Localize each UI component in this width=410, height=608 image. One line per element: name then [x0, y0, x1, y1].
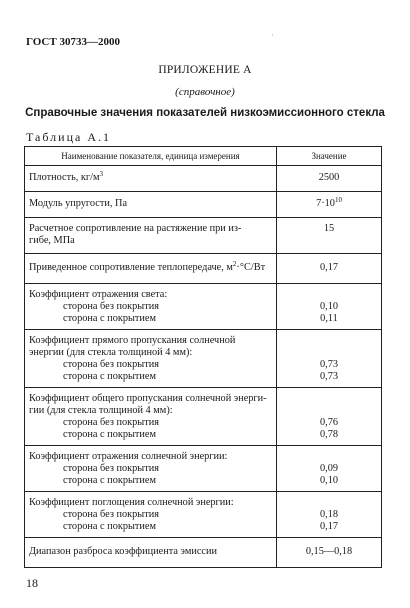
- table-row: [25, 388, 382, 446]
- table-row: [25, 330, 382, 388]
- table-row: [25, 492, 382, 538]
- row-name: Расчетное сопротивление на растяжение при из- гибе, МПа: [25, 218, 277, 254]
- standard-header: ГОСТ 30733—2000: [26, 36, 120, 48]
- annex-subtitle: (справочное): [175, 86, 235, 98]
- table-row: [25, 218, 382, 254]
- row-value: 0,17: [277, 254, 382, 284]
- reference-table: [24, 146, 382, 568]
- row-value: 0,10 0,11: [277, 284, 382, 330]
- row-value: 0,09 0,10: [277, 446, 382, 492]
- row-value: 0,76 0,78: [277, 388, 382, 446]
- row-name: Плотность, $кг/м^3$: [25, 166, 277, 192]
- table-label: Таблица А.1: [26, 130, 111, 144]
- row-value: 0,15—0,18: [277, 538, 382, 568]
- row-value: 15: [277, 218, 382, 254]
- table-row: [25, 254, 382, 284]
- row-name: Приведенное сопротивление теплопередаче, $м^2\cdot^\circ С/Вт$: [25, 254, 277, 284]
- row-name: Коэффициент отражения света: сторона без покрытия сторона с покрытием: [25, 284, 277, 330]
- table-row: [25, 166, 382, 192]
- table-header-row: [25, 147, 382, 166]
- row-name: Диапазон разброса коэффициента эмиссии: [25, 538, 277, 568]
- column-header-value: Значение: [277, 147, 382, 166]
- table-row: [25, 446, 382, 492]
- table-row: [25, 538, 382, 568]
- page-number: 18: [26, 576, 38, 590]
- annex-title: ПРИЛОЖЕНИЕ А: [158, 64, 252, 76]
- column-header-name: Наименование показателя, единица измерения: [25, 147, 277, 166]
- row-value: 0,18 0,17: [277, 492, 382, 538]
- row-value: 0,73 0,73: [277, 330, 382, 388]
- row-name: Коэффициент отражения солнечной энергии: сторона без покрытия сторона с покрытием: [25, 446, 277, 492]
- row-name: Коэффициент поглощения солнечной энергии: сторона без покрытия сторона с покрытием: [25, 492, 277, 538]
- row-name: Коэффициент общего пропускания солнечной энерги- гии (для стекла толщиной 4 мм): сторона без покрытия сторона с покрытием: [25, 388, 277, 446]
- row-name: Модуль упругости, Па: [25, 192, 277, 218]
- table-row: [25, 192, 382, 218]
- row-name: Коэффициент прямого пропускания солнечной энергии (для стекла толщиной 4 мм): сторона без покрытия сторона с покрытием: [25, 330, 277, 388]
- scan-mark: ·: [271, 31, 274, 40]
- row-value: 2500: [277, 166, 382, 192]
- row-value: $7\cdot 10^{10}$: [277, 192, 382, 218]
- annex-heading: Справочные значения показателей низкоэмиссионного стекла: [25, 107, 385, 119]
- table-row: [25, 284, 382, 330]
